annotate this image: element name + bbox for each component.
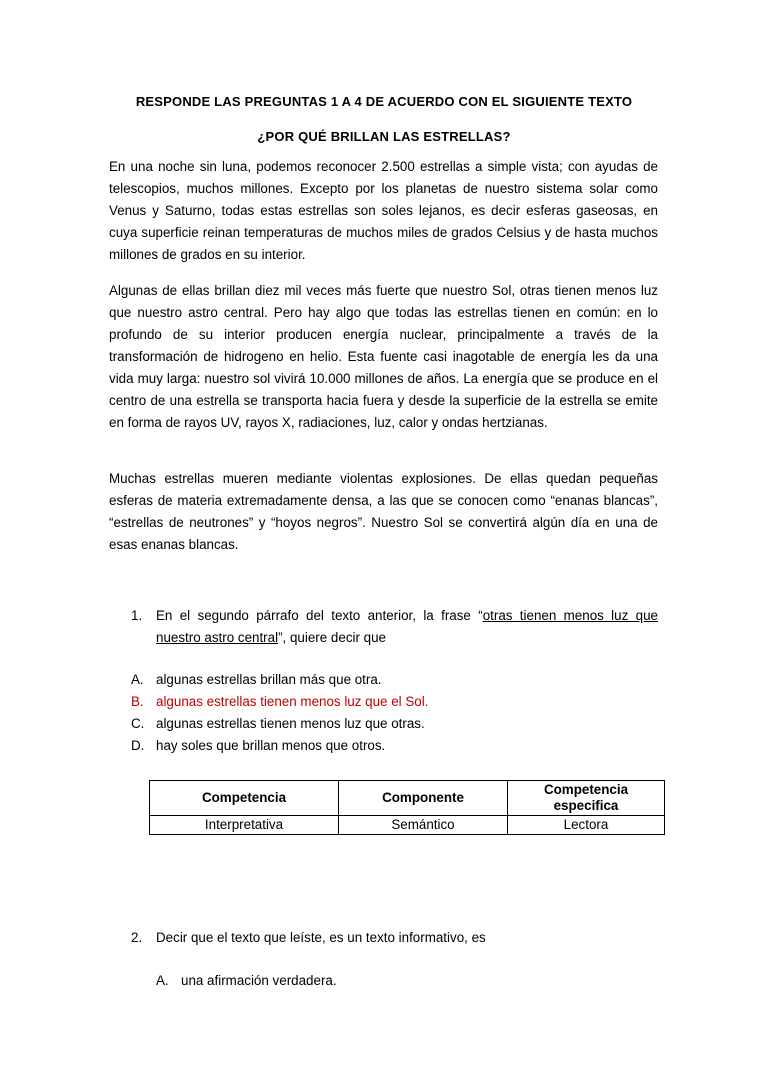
option-a-letter: A. (131, 672, 144, 687)
question-2-option-a-letter: A. (156, 973, 169, 988)
question-2-options (156, 970, 337, 992)
text-title: ¿POR QUÉ BRILLAN LAS ESTRELLAS? (257, 129, 511, 144)
question-2-option-a-text: una afirmación verdadera. (181, 973, 337, 988)
paragraph-3: Muchas estrellas mueren mediante violentas explosiones. De ellas quedan pequeñas esferas de materia extremadamente densa, a las que se conocen como “enanas blancas”, “estrellas de neutrones” y “hoyos negros”. Nuestro Sol se convertirá algún día en una de esas enanas blancas. (109, 471, 658, 552)
question-1-text-after: ”, quiere decir que (278, 630, 387, 645)
question-1-options (131, 669, 428, 757)
question-2-text: Decir que el texto que leíste, es un texto informativo, es (156, 930, 486, 945)
table-row (150, 816, 665, 835)
option-d-letter: D. (131, 738, 145, 753)
table-header-competencia: Competencia (150, 781, 339, 816)
option-a-text: algunas estrellas brillan más que otra. (156, 672, 382, 687)
option-c (131, 713, 428, 735)
question-2-option-a (156, 970, 337, 992)
table-cell-competencia-especifica: Lectora (508, 816, 665, 835)
question-1-text-before: En el segundo párrafo del texto anterior, la frase “ (156, 608, 483, 623)
option-d-text: hay soles que brillan menos que otros. (156, 738, 386, 753)
table-cell-competencia: Interpretativa (150, 816, 339, 835)
table-header-row (150, 781, 665, 816)
instruction-heading: RESPONDE LAS PREGUNTAS 1 A 4 DE ACUERDO CON EL SIGUIENTE TEXTO (135, 94, 633, 109)
table-header-competencia-especifica: Competencia especifica (508, 781, 665, 816)
question-2 (131, 927, 658, 949)
question-2-number: 2. (131, 930, 143, 945)
option-a (131, 669, 428, 691)
question-1 (131, 605, 658, 649)
option-b-text: algunas estrellas tienen menos luz que el Sol. (156, 694, 429, 709)
question-1-quoted-phrase: otras tienen menos luz que nuestro astro central (156, 608, 658, 645)
question-1-text (156, 605, 658, 649)
table-header-componente: Componente (339, 781, 508, 816)
option-d (131, 735, 428, 757)
paragraph-2: Algunas de ellas brillan diez mil veces más fuerte que nuestro Sol, otras tienen menos luz que nuestro astro central. Pero hay algo que todas las estrellas tienen en común: en lo profundo de su interior producen energía nuclear, principalmente a través de la transformación de hidrogeno en helio. Esta fuente casi inagotable de energía les da una vida muy larga: nuestro sol vivirá 10.000 millones de años. La energía que se produce en el centro de una estrella se transporta hacia fuera y desde la superficie de la estrella se emite en forma de rayos UV, rayos X, radiaciones, luz, calor y ondas hertzianas. (109, 283, 658, 430)
option-c-text: algunas estrellas tienen menos luz que otras. (156, 716, 425, 731)
table-cell-componente: Semántico (339, 816, 508, 835)
option-b-letter: B. (131, 694, 144, 709)
question-1-number: 1. (131, 608, 143, 623)
paragraph-1: En una noche sin luna, podemos reconocer 2.500 estrellas a simple vista; con ayudas de telescopios, muchos millones. Excepto por los planetas de nuestro sistema solar como Venus y Saturno, todas estas estrellas son soles lejanos, es decir esferas gaseosas, en cuya superficie reinan temperaturas de muchos miles de grados Celsius y de hasta muchos millones de grados en su interior. (109, 159, 658, 262)
option-c-letter: C. (131, 716, 145, 731)
competency-table (149, 780, 665, 835)
option-b (131, 691, 428, 713)
